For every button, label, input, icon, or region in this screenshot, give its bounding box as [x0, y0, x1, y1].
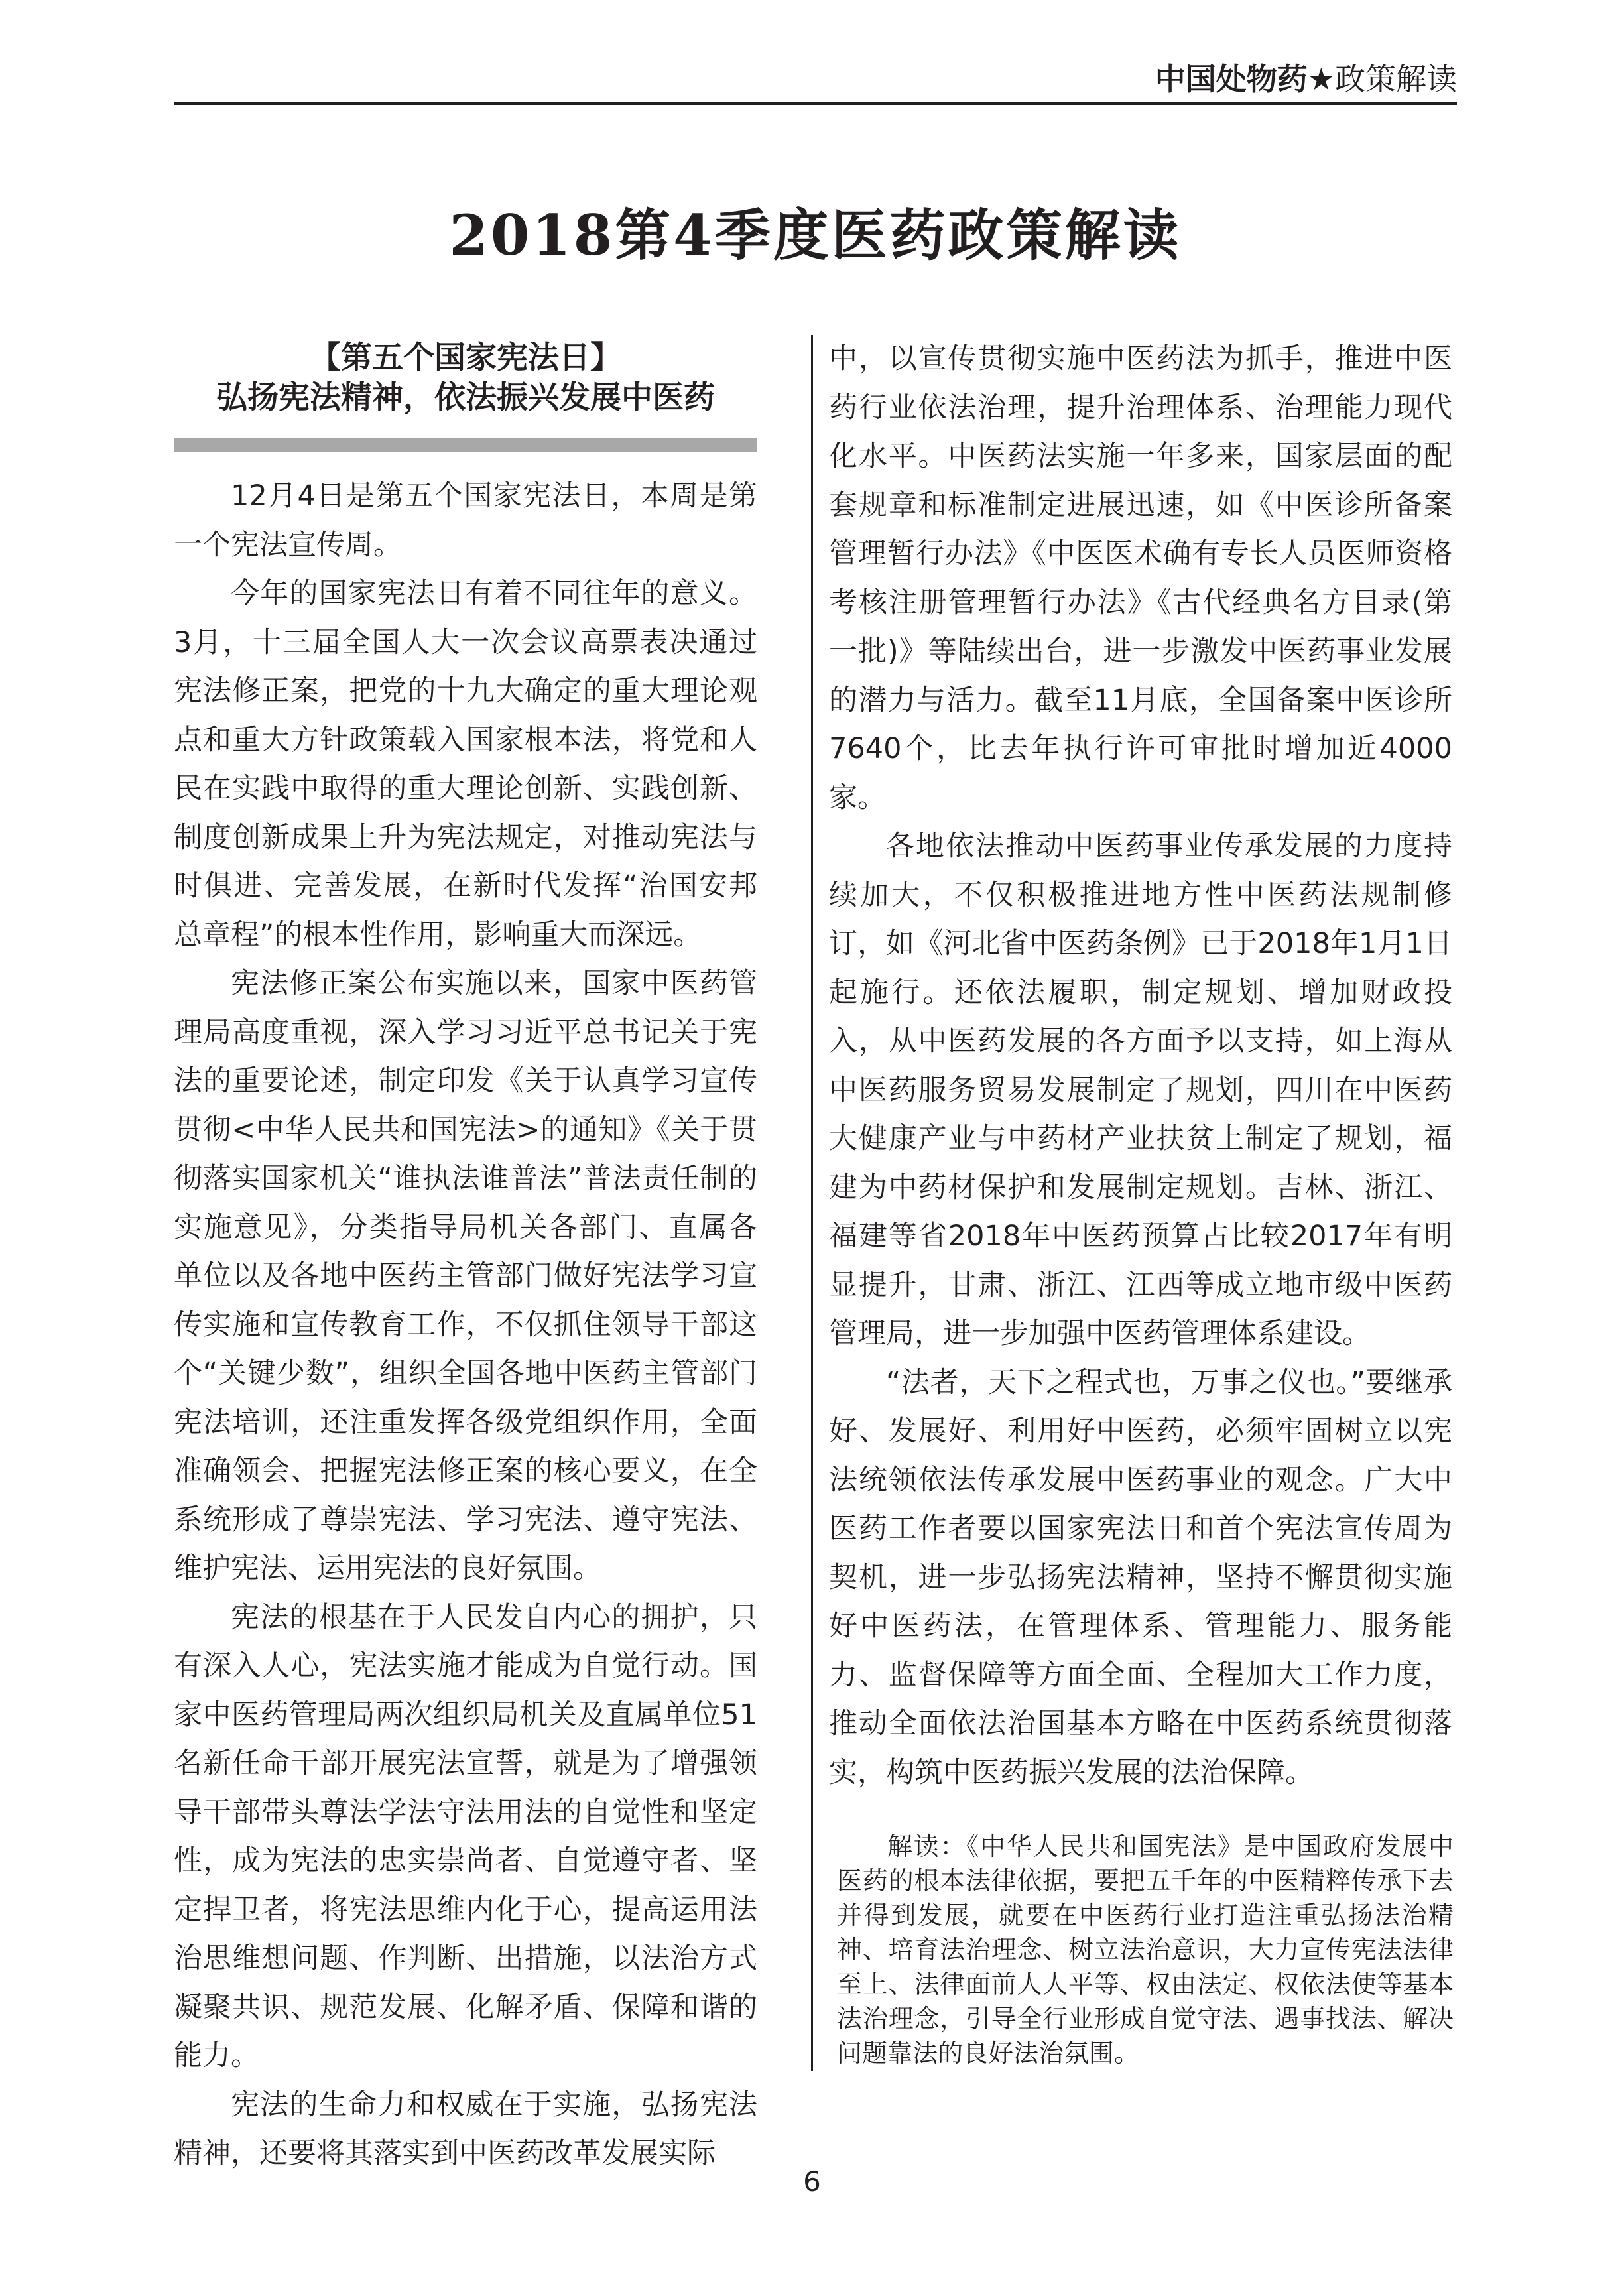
body-paragraph: 各地依法推动中医药事业传承发展的力度持续加大，不仅积极推进地方性中医药法规制修订，如《河北省中医药条例》已于2018年1月1日起施行。还依法履职，制定规划、增加财政投入，从中医药发展的各方面予以支持，如上海从中医药服务贸易发展制定了规划，四川在中医药大健康产业与中药材产业扶贫上制定了规划，福建为中药材保护和发展制定规划。吉林、浙江、福建等省2018年中医药预算占比较2017年有明显提升，甘肃、浙江、江西等成立地市级中医药管理局，进一步加强中医药管理体系建设。 — [829, 830, 1452, 1350]
left-column — [174, 472, 757, 2179]
article-headline: 弘扬宪法精神，依法振兴发展中医药 — [216, 379, 715, 416]
column-divider — [811, 335, 813, 2071]
page-number: 6 — [803, 2165, 821, 2198]
body-paragraph: 宪法的根基在于人民发自内心的拥护，只有深入人心，宪法实施才能成为自觉行动。国家中医药管理局两次组织局机关及直属单位51名新任命干部开展宪法宣誓，就是为了增强领导干部带头尊法学法守法用法的自觉性和坚定性，成为宪法的忠实崇尚者、自觉遵守者、坚定捍卫者，将宪法思维内化于心，提高运用法治思维想问题、作判断、出措施，以法治方式凝聚共识、规范发展、化解矛盾、保障和谐的能力。 — [174, 1600, 757, 2072]
body-paragraph: “法者，天下之程式也，万事之仪也。”要继承好、发展好、利用好中医药，必须牢固树立以宪法统领依法传承发展中医药事业的观念。广大中医药工作者要以国家宪法日和首个宪法宣传周为契机，进一步弘扬宪法精神，坚持不懈贯彻实施好中医药法，在管理体系、管理能力、服务能力、监督保障等方面全面、全程加大工作力度，推动全面依法治国基本方略在中医药系统贯彻落实，构筑中医药振兴发展的法治保障。 — [829, 1365, 1452, 1789]
right-column — [829, 335, 1452, 1797]
body-paragraph: 中，以宣传贯彻实施中医药法为抓手，推进中医药行业依法治理，提升治理体系、治理能力现代化水平。中医药法实施一年多来，国家层面的配套规章和标准制定进展迅速，如《中医诊所备案管理暂行办法》《中医医术确有专长人员医师资格考核注册管理暂行办法》《古代经典名方目录(第一批)》等陆续出台，进一步激发中医药事业发展的潜力与活力。截至11月底，全国备案中医诊所7640个，比去年执行许可审批时增加近4000家。 — [829, 342, 1452, 814]
article-kicker: 【第五个国家宪法日】 — [310, 340, 621, 376]
header-rule — [174, 102, 1457, 105]
body-paragraph: 12月4日是第五个国家宪法日，本周是第一个宪法宣传周。 — [174, 479, 757, 562]
running-header — [1155, 58, 1457, 99]
star-icon: ★ — [1307, 61, 1335, 97]
commentary-text: 解读：《中华人民共和国宪法》是中国政府发展中医药的根本法律依据，要把五千年的中医精粹传承下去并得到发展，就要在中医药行业打造注重弘扬法治精神、培育法治理念、树立法治意识，大力宣传宪法法律至上、法律面前人人平等、权由法定、权依法使等基本法治理念，引导全行业形成自觉守法、遇事找法、解决问题靠法的良好法治氛围。 — [837, 1832, 1454, 2068]
magazine-logo: 中国处物药 — [1155, 61, 1308, 97]
body-paragraph: 宪法修正案公布实施以来，国家中医药管理局高度重视，深入学习习近平总书记关于宪法的重要论述，制定印发《关于认真学习宣传贯彻<中华人民共和国宪法>的通知》《关于贯彻落实国家机关“谁执法谁普法”普法责任制的实施意见》，分类指导局机关各部门、直属各单位以及各地中医药主管部门做好宪法学习宣传实施和宣传教育工作，不仅抓住领导干部这个“关键少数”，组织全国各地中医药主管部门宪法培训，还注重发挥各级党组织作用，全面准确领会、把握宪法修正案的核心要义，在全系统形成了尊崇宪法、学习宪法、遵守宪法、维护宪法、运用宪法的良好氛围。 — [174, 967, 757, 1585]
page-title: 2018第4季度医药政策解读 — [449, 202, 1182, 268]
page-header — [174, 58, 1457, 99]
body-paragraph: 今年的国家宪法日有着不同往年的意义。3月，十三届全国人大一次会议高票表决通过宪法修正案，把党的十九大确定的重大理论观点和重大方针政策载入国家根本法，将党和人民在实践中取得的重大理论创新、实践创新、制度创新成果上升为宪法规定，对推动宪法与时俱进、完善发展，在新时代发挥“治国安邦总章程”的根本性作用，影响重大而深远。 — [174, 577, 757, 952]
body-paragraph: 宪法的生命力和权威在于实施，弘扬宪法精神，还要将其落实到中医药改革发展实际 — [174, 2088, 757, 2170]
article-heading — [174, 338, 757, 418]
section-label: 政策解读 — [1335, 61, 1457, 97]
heading-underline-bar — [174, 438, 757, 452]
commentary-box — [837, 1829, 1454, 2070]
